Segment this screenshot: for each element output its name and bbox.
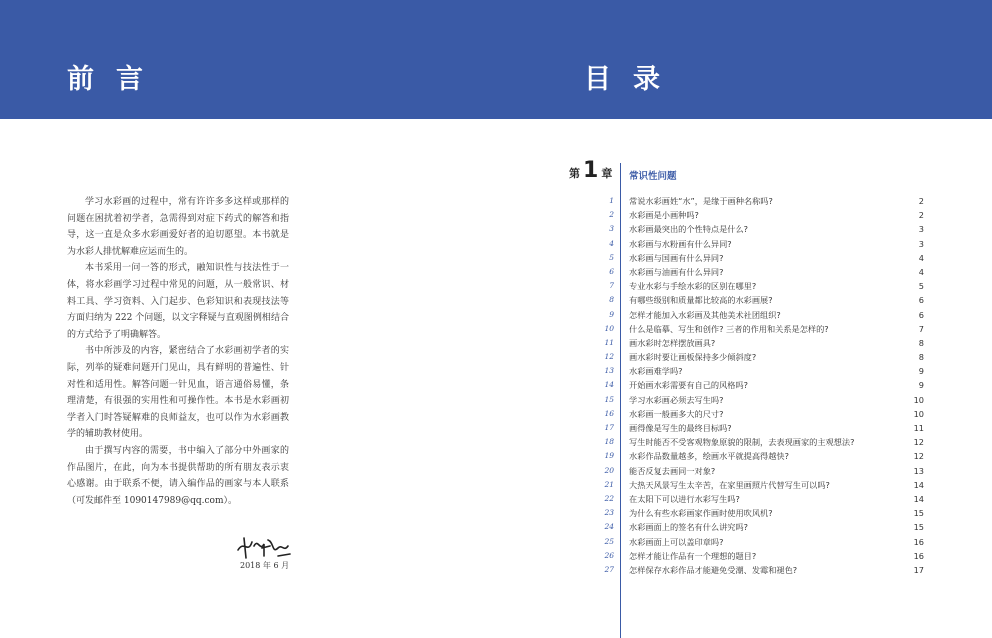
toc-entry-question: 怎样才能加入水彩画及其他美术社团组织? (629, 309, 781, 320)
toc-entry-number: 5 (609, 252, 614, 262)
toc-entry-page: 8 (918, 352, 924, 363)
toc-entry-page: 12 (913, 451, 924, 462)
toc-entry[interactable] (594, 194, 924, 208)
toc-entry-page: 17 (913, 564, 924, 575)
toc-entry-number: 10 (604, 323, 614, 333)
toc-entry-question: 水彩画与油画有什么异同? (629, 266, 724, 277)
preface-date: 2018 年 6 月 (240, 561, 290, 570)
preface-paragraph: 书中所涉及的内容，紧密结合了水彩画初学者的实际，列举的疑难问题开门见山，具有鲜明的普遍性、针对性和适用性。解答问题一针见血，语言通俗易懂，条理清楚，有很强的实用性和可操作性。本书是水彩画初学者入门时答疑解难的良师益友，也可以作为水彩画教学的辅助教材使用。 (67, 346, 289, 440)
toc-entry-number: 20 (604, 465, 614, 475)
toc-entry-number: 15 (604, 394, 614, 404)
toc-entry-question: 有哪些级别和质量都比较高的水彩画展? (629, 295, 773, 306)
toc-entry-page: 15 (913, 508, 924, 519)
toc-entry-number: 23 (604, 508, 614, 518)
toc-entry-page: 8 (918, 337, 924, 348)
toc-entry-question: 怎样保存水彩作品才能避免受潮、发霉和褪色? (629, 564, 798, 575)
chapter-number: 1 (583, 158, 599, 183)
preface-paragraph: 学习水彩画的过程中，常有许许多多这样或那样的问题在困扰着初学者，急需得到对症下药式的解答和指导，这一直是众多水彩画爱好者的迫切愿望。本书就是为水彩人排忧解难应运而生的。 (67, 197, 289, 257)
toc-entry-question: 画水彩时怎样摆放画具? (629, 337, 716, 348)
toc-entry-number: 25 (604, 536, 614, 546)
toc-list (594, 194, 924, 577)
toc-entry-page: 9 (918, 380, 924, 391)
toc-entry[interactable] (594, 549, 924, 563)
toc-entry-number: 8 (609, 295, 614, 305)
toc-entry-question: 水彩作品数量越多，绘画水平就提高得越快? (629, 451, 789, 462)
toc-entry[interactable] (594, 478, 924, 492)
toc-entry-question: 水彩画与国画有什么异同? (629, 252, 724, 263)
toc-entry[interactable] (594, 308, 924, 322)
toc-entry[interactable] (594, 506, 924, 520)
toc-entry-page: 15 (913, 522, 924, 533)
toc-entry-number: 27 (604, 564, 614, 574)
toc-entry-question: 能否反复去画同一对象? (629, 465, 716, 476)
toc-entry-question: 大热天风景写生太辛苦，在家里画照片代替写生可以吗? (629, 479, 830, 490)
chapter-heading (569, 160, 612, 186)
toc-entry-number: 11 (604, 337, 614, 347)
toc-entry[interactable] (594, 449, 924, 463)
toc-entry[interactable] (594, 435, 924, 449)
toc-entry-page: 7 (918, 323, 924, 334)
toc-entry-question: 水彩画与水粉画有什么异同? (629, 238, 732, 249)
toc-entry-page: 4 (918, 252, 924, 263)
toc-entry[interactable] (594, 464, 924, 478)
toc-entry-number: 2 (609, 210, 614, 220)
toc-entry-page: 2 (918, 210, 924, 221)
toc-entry-question: 专业水彩与手绘水彩的区别在哪里? (629, 281, 757, 292)
toc-entry-page: 4 (918, 266, 924, 277)
toc-entry[interactable] (594, 279, 924, 293)
toc-entry[interactable] (594, 407, 924, 421)
toc-entry-question: 写生时能否不受客观物象原貌的限制，去表现画家的主观想法? (629, 437, 855, 448)
toc-entry-number: 18 (604, 437, 614, 447)
chapter-prefix: 第 (569, 167, 580, 180)
toc-entry-page: 5 (918, 281, 924, 292)
toc-entry-question: 常说水彩画姓“水”，是缘于画种名称吗? (629, 196, 773, 206)
chapter-suffix: 章 (601, 167, 613, 180)
toc-entry-question: 学习水彩画必须去写生吗? (629, 394, 724, 405)
toc-entry-number: 1 (609, 196, 614, 205)
toc-entry-number: 9 (609, 309, 614, 319)
toc-entry-number: 6 (609, 266, 614, 276)
toc-entry[interactable] (594, 237, 924, 251)
toc-entry-question: 为什么有些水彩画家作画时使用吹风机? (629, 508, 773, 519)
toc-entry-question: 水彩画难学吗? (629, 366, 683, 377)
toc-entry[interactable] (594, 520, 924, 534)
toc-entry-page: 11 (913, 423, 924, 433)
toc-entry[interactable] (594, 393, 924, 407)
toc-entry-page: 12 (913, 437, 924, 448)
chapter-title: 常识性问题 (629, 171, 677, 182)
toc-entry-page: 16 (913, 550, 924, 561)
toc-entry-number: 4 (609, 238, 614, 248)
toc-entry[interactable] (594, 563, 924, 577)
toc-entry-number: 3 (609, 224, 614, 234)
toc-entry[interactable] (594, 208, 924, 222)
toc-entry-page: 10 (913, 394, 924, 405)
toc-entry-page: 16 (913, 536, 924, 547)
toc-entry-question: 水彩画是小画种吗? (629, 210, 699, 221)
toc-entry-page: 10 (913, 408, 924, 419)
toc-entry-page: 3 (918, 224, 924, 235)
toc-entry-page: 3 (918, 238, 924, 249)
author-signature (234, 532, 294, 562)
toc-entry-number: 17 (604, 423, 614, 432)
toc-entry-question: 画得像是写生的最终目标吗? (629, 423, 732, 433)
toc-entry-number: 14 (604, 380, 614, 390)
toc-entry-number: 16 (604, 408, 614, 418)
toc-entry-page: 13 (913, 465, 924, 476)
toc-entry-question: 水彩画面上的签名有什么讲究吗? (629, 522, 748, 533)
toc-entry[interactable] (594, 222, 924, 236)
toc-entry[interactable] (594, 364, 924, 378)
toc-entry-number: 26 (604, 550, 614, 560)
toc-entry[interactable] (594, 421, 924, 435)
toc-entry-page: 2 (918, 196, 924, 206)
toc-entry-question: 在太阳下可以进行水彩写生吗? (629, 493, 740, 504)
toc-entry-page: 14 (913, 493, 924, 504)
header-banner (0, 0, 992, 119)
toc-entry[interactable] (594, 322, 924, 336)
toc-entry-question: 开始画水彩需要有自己的风格吗? (629, 380, 748, 391)
toc-entry-number: 19 (604, 451, 614, 461)
toc-entry[interactable] (594, 293, 924, 307)
toc-entry[interactable] (594, 350, 924, 364)
toc-entry-question: 什么是临摹、写生和创作? 三者的作用和关系是怎样的? (629, 323, 829, 334)
preface-title: 前言 (67, 64, 165, 95)
toc-entry[interactable] (594, 265, 924, 279)
toc-entry-question: 水彩画一般画多大的尺寸? (629, 408, 724, 419)
toc-entry-page: 6 (918, 295, 924, 306)
toc-entry-question: 画水彩时要让画板保持多少倾斜度? (629, 352, 757, 363)
toc-entry-question: 水彩画面上可以盖印章吗? (629, 536, 724, 547)
toc-entry[interactable] (594, 378, 924, 392)
contents-title: 目录 (584, 64, 682, 95)
toc-entry[interactable] (594, 251, 924, 265)
toc-entry-number: 12 (604, 352, 614, 362)
toc-entry-question: 水彩画最突出的个性特点是什么? (629, 224, 748, 235)
toc-entry[interactable] (594, 535, 924, 549)
toc-entry-number: 7 (609, 281, 614, 291)
toc-entry-page: 6 (918, 309, 924, 320)
toc-entry-number: 24 (604, 522, 614, 532)
preface-body (67, 194, 289, 509)
toc-entry-number: 22 (604, 493, 614, 503)
toc-entry-number: 13 (604, 366, 614, 376)
toc-entry-question: 怎样才能让作品有一个理想的题目? (629, 550, 757, 561)
toc-entry[interactable] (594, 492, 924, 506)
toc-entry-page: 14 (913, 479, 924, 490)
toc-entry-number: 21 (604, 479, 614, 489)
preface-paragraph: 由于撰写内容的需要，书中编入了部分中外画家的作品图片，在此，向为本书提供帮助的所有朋友表示衷心感谢。由于联系不便，请入编作品的画家与本人联系（可发邮件至 1090147989@qq.com）。 (67, 445, 289, 506)
toc-entry[interactable] (594, 336, 924, 350)
toc-entry-page: 9 (918, 366, 924, 377)
preface-paragraph: 本书采用一问一答的形式，融知识性与技法性于一体，将水彩画学习过程中常见的问题，从一般常识、材料工具、学习资料、入门起步、色彩知识和表现技法等方面归纳为 222 个问题，以文字释疑与直观图例相结合的方式给予了明确解答。 (67, 263, 289, 340)
